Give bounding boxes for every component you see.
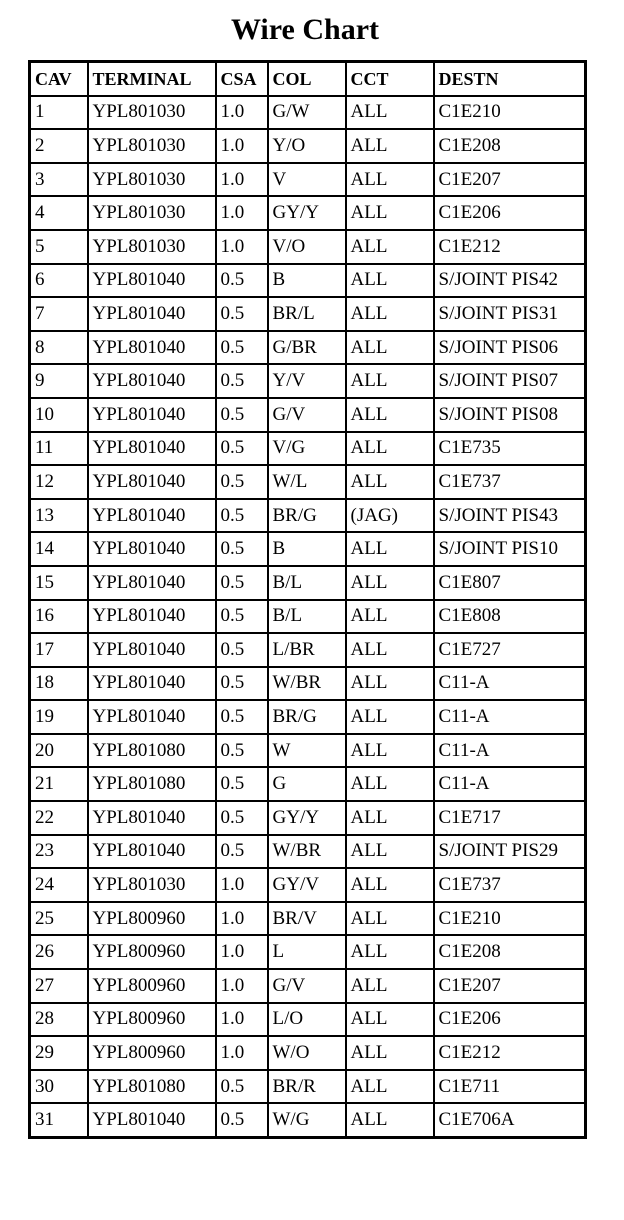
table-row bbox=[30, 767, 586, 801]
cell-destn: C1E807 bbox=[434, 566, 586, 600]
cell-cct: ALL bbox=[346, 196, 434, 230]
cell-col: BR/G bbox=[268, 700, 346, 734]
cell-cct: ALL bbox=[346, 734, 434, 768]
table-row bbox=[30, 1103, 586, 1137]
cell-cct: ALL bbox=[346, 230, 434, 264]
cell-cav: 2 bbox=[30, 129, 88, 163]
cell-csa: 0.5 bbox=[216, 499, 268, 533]
cell-cav: 16 bbox=[30, 600, 88, 634]
cell-terminal: YPL801030 bbox=[88, 196, 216, 230]
cell-col: BR/L bbox=[268, 297, 346, 331]
cell-destn: C1E206 bbox=[434, 196, 586, 230]
cell-destn: C1E808 bbox=[434, 600, 586, 634]
cell-destn: S/JOINT PIS10 bbox=[434, 532, 586, 566]
cell-cav: 18 bbox=[30, 667, 88, 701]
cell-col: W bbox=[268, 734, 346, 768]
cell-terminal: YPL800960 bbox=[88, 1036, 216, 1070]
cell-cav: 10 bbox=[30, 398, 88, 432]
cell-cav: 30 bbox=[30, 1070, 88, 1104]
cell-cct: ALL bbox=[346, 935, 434, 969]
cell-csa: 1.0 bbox=[216, 868, 268, 902]
cell-csa: 0.5 bbox=[216, 801, 268, 835]
table-row bbox=[30, 432, 586, 466]
cell-terminal: YPL801040 bbox=[88, 633, 216, 667]
cell-destn: S/JOINT PIS42 bbox=[434, 264, 586, 298]
cell-col: L bbox=[268, 935, 346, 969]
cell-csa: 0.5 bbox=[216, 767, 268, 801]
cell-terminal: YPL801040 bbox=[88, 432, 216, 466]
cell-cav: 26 bbox=[30, 935, 88, 969]
cell-cav: 1 bbox=[30, 96, 88, 130]
cell-terminal: YPL800960 bbox=[88, 969, 216, 1003]
cell-col: V/O bbox=[268, 230, 346, 264]
cell-csa: 0.5 bbox=[216, 1070, 268, 1104]
cell-destn: C11-A bbox=[434, 734, 586, 768]
cell-destn: S/JOINT PIS06 bbox=[434, 331, 586, 365]
cell-cav: 5 bbox=[30, 230, 88, 264]
cell-col: G/V bbox=[268, 398, 346, 432]
table-row bbox=[30, 532, 586, 566]
cell-terminal: YPL801040 bbox=[88, 331, 216, 365]
table-row bbox=[30, 633, 586, 667]
table-row bbox=[30, 600, 586, 634]
cell-terminal: YPL801080 bbox=[88, 1070, 216, 1104]
cell-col: W/BR bbox=[268, 835, 346, 869]
table-row bbox=[30, 734, 586, 768]
cell-cct: ALL bbox=[346, 868, 434, 902]
cell-terminal: YPL800960 bbox=[88, 1003, 216, 1037]
table-row bbox=[30, 163, 586, 197]
table-row bbox=[30, 835, 586, 869]
cell-destn: C1E706A bbox=[434, 1103, 586, 1137]
cell-col: GY/V bbox=[268, 868, 346, 902]
cell-cct: ALL bbox=[346, 767, 434, 801]
cell-terminal: YPL801040 bbox=[88, 297, 216, 331]
cell-csa: 1.0 bbox=[216, 196, 268, 230]
table-row bbox=[30, 230, 586, 264]
cell-terminal: YPL800960 bbox=[88, 902, 216, 936]
cell-cct: ALL bbox=[346, 364, 434, 398]
cell-col: L/BR bbox=[268, 633, 346, 667]
cell-destn: C1E207 bbox=[434, 969, 586, 1003]
table-row bbox=[30, 196, 586, 230]
cell-destn: C1E737 bbox=[434, 868, 586, 902]
cell-col: B/L bbox=[268, 600, 346, 634]
cell-destn: C11-A bbox=[434, 767, 586, 801]
page-title: Wire Chart bbox=[230, 13, 380, 46]
cell-csa: 0.5 bbox=[216, 532, 268, 566]
cell-terminal: YPL800960 bbox=[88, 935, 216, 969]
cell-cct: ALL bbox=[346, 700, 434, 734]
cell-csa: 0.5 bbox=[216, 633, 268, 667]
cell-cct: ALL bbox=[346, 600, 434, 634]
cell-cav: 6 bbox=[30, 264, 88, 298]
cell-terminal: YPL801040 bbox=[88, 566, 216, 600]
cell-cav: 22 bbox=[30, 801, 88, 835]
column-header-cct: CCT bbox=[346, 62, 434, 96]
cell-csa: 1.0 bbox=[216, 969, 268, 1003]
cell-destn: C1E208 bbox=[434, 129, 586, 163]
cell-destn: C1E717 bbox=[434, 801, 586, 835]
cell-terminal: YPL801080 bbox=[88, 767, 216, 801]
cell-csa: 0.5 bbox=[216, 297, 268, 331]
cell-csa: 1.0 bbox=[216, 129, 268, 163]
table-row bbox=[30, 1003, 586, 1037]
cell-destn: S/JOINT PIS29 bbox=[434, 835, 586, 869]
cell-cav: 28 bbox=[30, 1003, 88, 1037]
cell-cct: ALL bbox=[346, 331, 434, 365]
cell-destn: C1E207 bbox=[434, 163, 586, 197]
cell-cct: ALL bbox=[346, 667, 434, 701]
cell-cct: ALL bbox=[346, 1003, 434, 1037]
cell-terminal: YPL801040 bbox=[88, 600, 216, 634]
cell-col: V bbox=[268, 163, 346, 197]
cell-col: W/BR bbox=[268, 667, 346, 701]
cell-col: W/G bbox=[268, 1103, 346, 1137]
cell-cct: ALL bbox=[346, 532, 434, 566]
cell-cct: ALL bbox=[346, 432, 434, 466]
cell-cav: 31 bbox=[30, 1103, 88, 1137]
cell-cav: 17 bbox=[30, 633, 88, 667]
cell-terminal: YPL801030 bbox=[88, 163, 216, 197]
cell-cct: (JAG) bbox=[346, 499, 434, 533]
cell-col: BR/R bbox=[268, 1070, 346, 1104]
cell-destn: C1E711 bbox=[434, 1070, 586, 1104]
table-row bbox=[30, 398, 586, 432]
cell-col: G/W bbox=[268, 96, 346, 130]
cell-csa: 1.0 bbox=[216, 1003, 268, 1037]
cell-cav: 13 bbox=[30, 499, 88, 533]
cell-csa: 0.5 bbox=[216, 432, 268, 466]
table-row bbox=[30, 297, 586, 331]
table-row bbox=[30, 868, 586, 902]
cell-csa: 1.0 bbox=[216, 163, 268, 197]
table-row bbox=[30, 902, 586, 936]
cell-terminal: YPL801030 bbox=[88, 129, 216, 163]
cell-csa: 0.5 bbox=[216, 364, 268, 398]
table-row bbox=[30, 465, 586, 499]
cell-col: V/G bbox=[268, 432, 346, 466]
table-row bbox=[30, 499, 586, 533]
cell-col: L/O bbox=[268, 1003, 346, 1037]
cell-col: G bbox=[268, 767, 346, 801]
cell-col: W/O bbox=[268, 1036, 346, 1070]
cell-csa: 0.5 bbox=[216, 835, 268, 869]
cell-csa: 1.0 bbox=[216, 230, 268, 264]
cell-cav: 7 bbox=[30, 297, 88, 331]
cell-terminal: YPL801040 bbox=[88, 700, 216, 734]
cell-terminal: YPL801030 bbox=[88, 868, 216, 902]
cell-cav: 15 bbox=[30, 566, 88, 600]
cell-cav: 29 bbox=[30, 1036, 88, 1070]
cell-cav: 14 bbox=[30, 532, 88, 566]
cell-csa: 1.0 bbox=[216, 902, 268, 936]
cell-csa: 0.5 bbox=[216, 667, 268, 701]
cell-csa: 0.5 bbox=[216, 700, 268, 734]
table-row bbox=[30, 96, 586, 130]
cell-cct: ALL bbox=[346, 163, 434, 197]
cell-cav: 21 bbox=[30, 767, 88, 801]
cell-cav: 8 bbox=[30, 331, 88, 365]
cell-cct: ALL bbox=[346, 129, 434, 163]
cell-destn: C1E737 bbox=[434, 465, 586, 499]
cell-csa: 0.5 bbox=[216, 398, 268, 432]
cell-destn: C1E727 bbox=[434, 633, 586, 667]
column-header-destn: DESTN bbox=[434, 62, 586, 96]
cell-cct: ALL bbox=[346, 264, 434, 298]
table-row bbox=[30, 935, 586, 969]
cell-cav: 25 bbox=[30, 902, 88, 936]
cell-destn: C1E210 bbox=[434, 902, 586, 936]
cell-destn: C1E208 bbox=[434, 935, 586, 969]
cell-terminal: YPL801040 bbox=[88, 465, 216, 499]
cell-terminal: YPL801040 bbox=[88, 801, 216, 835]
cell-cct: ALL bbox=[346, 1070, 434, 1104]
cell-destn: C1E212 bbox=[434, 230, 586, 264]
cell-csa: 0.5 bbox=[216, 465, 268, 499]
cell-terminal: YPL801080 bbox=[88, 734, 216, 768]
cell-col: G/BR bbox=[268, 331, 346, 365]
cell-destn: C1E210 bbox=[434, 96, 586, 130]
cell-col: Y/O bbox=[268, 129, 346, 163]
cell-csa: 0.5 bbox=[216, 566, 268, 600]
cell-csa: 1.0 bbox=[216, 96, 268, 130]
column-header-terminal: TERMINAL bbox=[88, 62, 216, 96]
cell-terminal: YPL801040 bbox=[88, 398, 216, 432]
cell-cct: ALL bbox=[346, 902, 434, 936]
cell-destn: S/JOINT PIS31 bbox=[434, 297, 586, 331]
table-row bbox=[30, 1070, 586, 1104]
table-row bbox=[30, 969, 586, 1003]
cell-destn: S/JOINT PIS43 bbox=[434, 499, 586, 533]
cell-destn: C1E206 bbox=[434, 1003, 586, 1037]
table-row bbox=[30, 1036, 586, 1070]
table-row bbox=[30, 700, 586, 734]
cell-cct: ALL bbox=[346, 969, 434, 1003]
cell-cav: 27 bbox=[30, 969, 88, 1003]
cell-destn: S/JOINT PIS08 bbox=[434, 398, 586, 432]
cell-cav: 12 bbox=[30, 465, 88, 499]
cell-cav: 19 bbox=[30, 700, 88, 734]
cell-csa: 1.0 bbox=[216, 1036, 268, 1070]
cell-csa: 0.5 bbox=[216, 264, 268, 298]
cell-col: GY/Y bbox=[268, 801, 346, 835]
cell-destn: C1E212 bbox=[434, 1036, 586, 1070]
table-row bbox=[30, 364, 586, 398]
cell-cct: ALL bbox=[346, 633, 434, 667]
cell-col: BR/V bbox=[268, 902, 346, 936]
cell-cav: 23 bbox=[30, 835, 88, 869]
cell-terminal: YPL801030 bbox=[88, 96, 216, 130]
column-header-csa: CSA bbox=[216, 62, 268, 96]
cell-destn: S/JOINT PIS07 bbox=[434, 364, 586, 398]
cell-cct: ALL bbox=[346, 96, 434, 130]
cell-cct: ALL bbox=[346, 465, 434, 499]
cell-cct: ALL bbox=[346, 1036, 434, 1070]
cell-destn: C1E735 bbox=[434, 432, 586, 466]
cell-csa: 0.5 bbox=[216, 734, 268, 768]
cell-col: Y/V bbox=[268, 364, 346, 398]
cell-col: W/L bbox=[268, 465, 346, 499]
cell-cct: ALL bbox=[346, 297, 434, 331]
cell-csa: 0.5 bbox=[216, 600, 268, 634]
cell-cav: 9 bbox=[30, 364, 88, 398]
cell-cav: 4 bbox=[30, 196, 88, 230]
cell-cav: 11 bbox=[30, 432, 88, 466]
cell-cct: ALL bbox=[346, 398, 434, 432]
cell-terminal: YPL801030 bbox=[88, 230, 216, 264]
cell-cav: 24 bbox=[30, 868, 88, 902]
wire-chart-table bbox=[28, 60, 587, 1139]
cell-terminal: YPL801040 bbox=[88, 1103, 216, 1137]
cell-csa: 0.5 bbox=[216, 1103, 268, 1137]
cell-terminal: YPL801040 bbox=[88, 532, 216, 566]
cell-cct: ALL bbox=[346, 1103, 434, 1137]
cell-col: B/L bbox=[268, 566, 346, 600]
table-row bbox=[30, 264, 586, 298]
table-row bbox=[30, 331, 586, 365]
column-header-col: COL bbox=[268, 62, 346, 96]
cell-cct: ALL bbox=[346, 566, 434, 600]
header-row bbox=[30, 62, 586, 96]
cell-csa: 0.5 bbox=[216, 331, 268, 365]
column-header-cav: CAV bbox=[30, 62, 88, 96]
cell-col: B bbox=[268, 532, 346, 566]
cell-col: B bbox=[268, 264, 346, 298]
table-row bbox=[30, 566, 586, 600]
cell-col: BR/G bbox=[268, 499, 346, 533]
cell-csa: 1.0 bbox=[216, 935, 268, 969]
cell-cav: 3 bbox=[30, 163, 88, 197]
table-row bbox=[30, 129, 586, 163]
cell-terminal: YPL801040 bbox=[88, 835, 216, 869]
cell-col: G/V bbox=[268, 969, 346, 1003]
cell-terminal: YPL801040 bbox=[88, 264, 216, 298]
cell-destn: C11-A bbox=[434, 700, 586, 734]
table-body bbox=[30, 96, 586, 1138]
cell-terminal: YPL801040 bbox=[88, 667, 216, 701]
cell-destn: C11-A bbox=[434, 667, 586, 701]
cell-col: GY/Y bbox=[268, 196, 346, 230]
cell-cav: 20 bbox=[30, 734, 88, 768]
cell-terminal: YPL801040 bbox=[88, 499, 216, 533]
cell-cct: ALL bbox=[346, 801, 434, 835]
cell-cct: ALL bbox=[346, 835, 434, 869]
table-row bbox=[30, 801, 586, 835]
cell-terminal: YPL801040 bbox=[88, 364, 216, 398]
table-row bbox=[30, 667, 586, 701]
